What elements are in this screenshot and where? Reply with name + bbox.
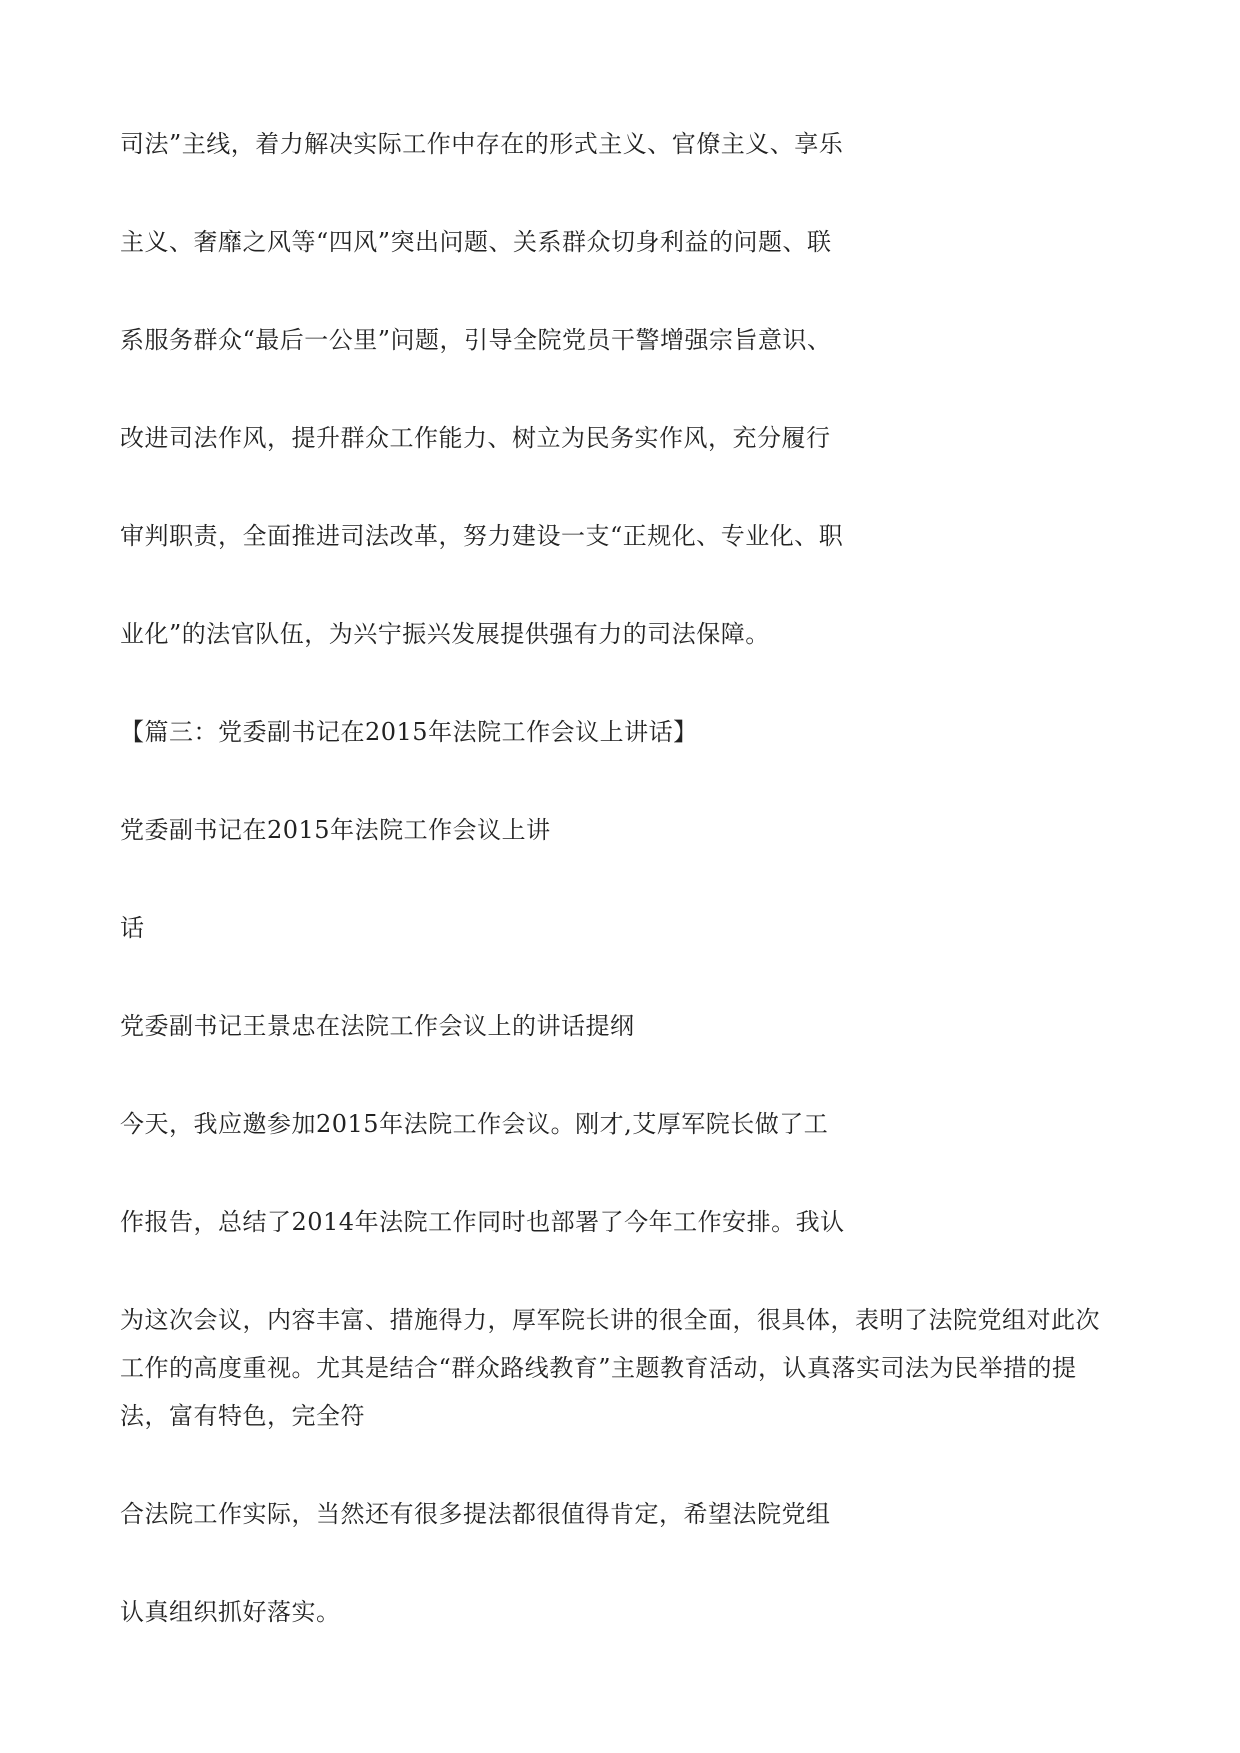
- speech-title: 党委副书记在2015年法院工作会议上讲: [120, 816, 551, 844]
- paragraph-line: 改进司法作风，提升群众工作能力、树立为民务实作风，充分履行: [120, 424, 831, 452]
- paragraph-line: 审判职责，全面推进司法改革，努力建设一支“正规化、专业化、职: [120, 522, 844, 550]
- section-heading: 【篇三：党委副书记在2015年法院工作会议上讲话】: [120, 718, 698, 746]
- paragraph-line: 司法”主线，着力解决实际工作中存在的形式主义、官僚主义、享乐: [120, 130, 844, 158]
- paragraph-line: 主义、奢靡之风等“四风”突出问题、关系群众切身利益的问题、联: [120, 228, 832, 256]
- paragraph-line: 业化”的法官队伍，为兴宁振兴发展提供强有力的司法保障。: [120, 620, 770, 648]
- paragraph-line: 系服务群众“最后一公里”问题，引导全院党员干警增强宗旨意识、: [120, 326, 832, 354]
- paragraph-line: 合法院工作实际，当然还有很多提法都很值得肯定，希望法院党组: [120, 1500, 831, 1528]
- paragraph-line: 作报告，总结了2014年法院工作同时也部署了今年工作安排。我认: [120, 1208, 845, 1236]
- paragraph-line: 工作的高度重视。尤其是结合“群众路线教育”主题教育活动，认真落实司法为民举措的提: [120, 1354, 1077, 1382]
- paragraph-line: 认真组织抓好落实。: [120, 1598, 341, 1626]
- paragraph-line: 法，富有特色，完全符: [120, 1402, 365, 1430]
- paragraph-line: 为这次会议，内容丰富、措施得力，厚军院长讲的很全面，很具体，表明了法院党组对此次: [120, 1306, 1100, 1334]
- paragraph-line: 今天，我应邀参加2015年法院工作会议。刚才,艾厚军院长做了工: [120, 1110, 829, 1138]
- speech-title-continued: 话: [120, 914, 145, 942]
- speech-subtitle: 党委副书记王景忠在法院工作会议上的讲话提纲: [120, 1012, 635, 1040]
